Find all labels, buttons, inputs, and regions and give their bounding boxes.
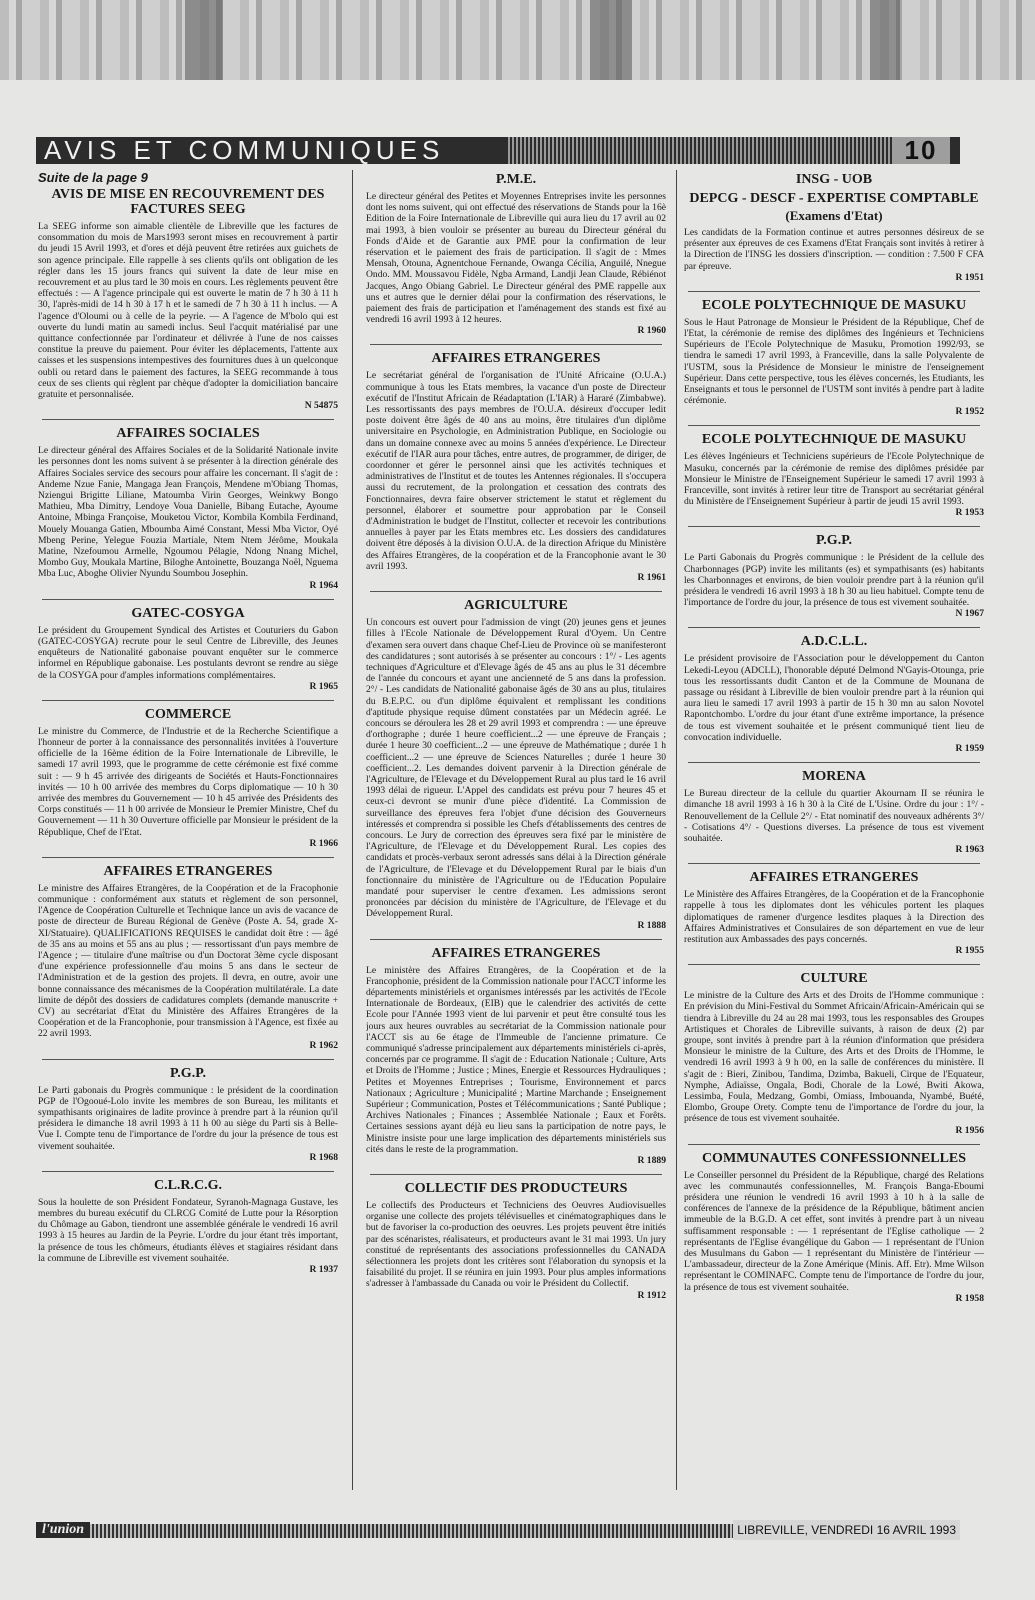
notice-title: MORENA bbox=[802, 769, 866, 785]
separator bbox=[370, 1174, 662, 1175]
notice-body: Le Parti gabonais du Progrès communique : le président de la coordination PGP de l'Ogooué-Lolo invite les membres de son Bureau, les militants et sympathisants originaires de ladite province à prendre part à la réunion qu'il présidera le dimanche 18 avril 1993 à 11 h 00 au siège du Parti sis à Belle-Vue I. Compte tenu de l'importance de l'ordre du jour la présence de tous est vivement souhaitée. bbox=[38, 1084, 338, 1152]
notice-body: Les élèves Ingénieurs et Techniciens supérieurs de l'Ecole Polytechnique de Masuku, concernés par la cérémonie de remise des diplômes présidée par Monsieur le Ministre de l'Enseignement Supérieur le samedi 17 avril 1993 à Franceville, sont invités à retirer leur titre de Transport au secrétariat général du Ministère de l'Enseignement Supérieur à partir de jeudi 15 avril 1993. bbox=[684, 451, 984, 508]
notice-ref: N 54875 bbox=[304, 400, 338, 412]
notice-title: COLLECTIF DES PRODUCTEURS bbox=[404, 1181, 628, 1197]
column-middle bbox=[366, 170, 666, 1490]
separator bbox=[688, 762, 980, 763]
notice-body: Le ministre de la Culture des Arts et des Droits de l'Homme communique : En prévision du Mini-Festival du Sommet Africain/Africain-Américain qui se tiendra à Libreville du 24 au 28 mai 1993, tous les responsables des Groupes Artistiques et Chorales de Libreville suivants, à raison de deux (2) par groupe, sont invités à prendre part à la réunion d'information que présidera Monsieur le ministre de la Culture, des Arts et des Droits de l'Homme, le vendredi 16 avril 1993 à 9 h 00, en la salle de conférences du ministère. Il s'agit de : Bieri, Zinibou, Tandima, Dzimba, Bakueli, Cirque de l'Equateur, Nymphe, Adiaïsse, Ongala, Bodi, Chorale de la Lowé, Bwiti Akowa, Lessimba, Foula, Medzang, Gombi, Omiass, Imbouanda, Nyambé, Buété, Elombo, Groupe Orety. Compte tenu de l'importance de l'ordre du jour, la présence de tous est vivement souhaitée. bbox=[684, 990, 984, 1125]
separator bbox=[688, 964, 980, 965]
notice-body: Le collectifs des Producteurs et Techniciens des Oeuvres Audiovisuelles organise une collecte des projets télévisuelles et cinématographiques dans le but de favoriser la co-production des oeuvres. Les projets peuvent être initiés par des scénaristes, réalisateurs, et producteurs avant le 31 mai 1993. Un jury constitué de représentants des associations professionnelles du CANADA sélectionnera les projets dont les critères sont l'élaboration du synopsis et la faisabilité du projet. Il se réunira en juin 1993. Pour plus amples informations s'adresser à l'ambassade du Canada ou voir le Président du Collectif. bbox=[366, 1200, 666, 1290]
notice-polytechnique-2 bbox=[684, 432, 984, 518]
notice-ref: R 1889 bbox=[637, 1155, 666, 1167]
notice-collectif-producteurs bbox=[366, 1181, 666, 1301]
notice-body: Le ministère des Affaires Etrangères, de la Coopération et de la Francophonie, président de la Commission nationale pour l'ACCT informe les départements ministériels et organismes intéressés par les activités de l'Ecole Internationale de Bordeaux, (EIB) que le calendrier des activités de cette Ecole pour l'Année 1993 vient de lui parvenir et peut être consulté tous les jours aux heures ouvrables au secrétariat de la Commission nationale pour l'ACCT sis au 6e étage de l'Immeuble de l'ancienne primature. Ce communiqué s'adresse principalement aux départements ministériels ci-après, concernés par ce programme. Il s'agit de : Education Nationale ; Culture, Arts et Droits de l'Homme ; Justice ; Mines, Energie et Ressources Hydrauliques ; Petites et Moyennes Entreprises ; Tourisme, Environnement et parcs Nationaux ; Agriculture ; Municipalité ; Martine Marchande ; Enseignement Supérieur ; Communication, Postes et Télécommunications ; Santé Publique ; Archives Nationales ; Finances ; Assemblée Nationale ; Eaux et Forêts. Certaines sessions ayant déjà eu lieu sans la participation de notre pays, le Ministre insiste pour une large implication des départements ministériels sus cités dans le reste de la programmation. bbox=[366, 964, 666, 1155]
notice-affaires-sociales bbox=[38, 426, 338, 590]
scan-smudge bbox=[185, 0, 223, 80]
notice-body: Le Parti Gabonais du Progrès communique : le Président de la cellule des Charbonnages (PGP) invite les militants (es) et sympathisants (es) habitants les Charbonnages et environs, de bien vouloir prendre part à la réunion qu'il présidera le vendredi 16 avril 1993 à 18 h 30 au lieu habituel. Compte tenu de l'importance de l'ordre du jour, la présence de tous est vivement souhaitée. bbox=[684, 552, 984, 609]
notice-culture bbox=[684, 971, 984, 1135]
notice-title: ECOLE POLYTECHNIQUE DE MASUKU bbox=[701, 297, 967, 313]
notice-ref: R 1960 bbox=[637, 325, 666, 337]
notice-title: C.L.R.C.G. bbox=[153, 1177, 223, 1193]
notice-affaires-etrangeres-eib bbox=[366, 946, 666, 1166]
notice-body: Un concours est ouvert pour l'admission de vingt (20) jeunes gens et jeunes filles à l'Ecole Nationale de Développement Rural d'Oyem. Un Centre d'examen sera ouvert dans chaque Chef-Lieu de Province où se manifesteront des candidatures ; sont autorisés à se présenter au concours : 1°/ - Les agents techniques d'Agriculture et d'Elevage âgés de 45 ans au plus le 31 décembre de l'année du concours et ayant une ancienneté de 5 ans dans la profession. 2°/ - Les candidats de Nationalité gabonaise âgés de 30 ans au plus, titulaires du B.E.P.C. ou d'un diplôme équivalent et remplissant les conditions d'aptitude physique requise dûment constatées par un Médecin agréé. Le concours se déroulera les 28 et 29 avril 1993 et comprendra : — une épreuve d'orthographe ; durée 1 heure coefficient...2 — une épreuve de Français ; durée 1 heure 30 coefficient...2 — une épreuve de Mathématique ; durée 1 h coefficient...2 — une épreuve de Sciences Naturelles ; durée 1 heure 30 coefficient...2. Les demandes doivent parvenir à la Direction générale de l'Agriculture, de l'Elevage et du Développement Rural au plus tard le 16 avril 1993 délai de rigueur. L'Appel des candidats est prévu pour 7 heures 45 et ceux-ci devront se munir d'une pièce d'identité. La Commission de surveillance des épreuves fera l'objet d'une décision des Gouverneurs intéressés et comprendra si possible les Chefs d'établissements des centres de concours. Le Jury de correction des épreuves sera fixé par le ministère de l'Agriculture, de l'Elevage et du Développement Rural. Les copies des candidats et procès-verbaux seront adressés sans délai à la Direction générale de l'Agriculture, de l'Elevage et du Développement Rural par le biais d'un fonctionnaire du ministère de l'Agriculture ou de l'Education Populaire mandaté pour superviser le centre d'examen. Les admissions seront prononcées par décision du ministère de l'Agriculture, de l'Elevage et du Développement Rural. bbox=[366, 617, 666, 920]
notice-ref: R 1962 bbox=[309, 1039, 338, 1051]
notice-ref: R 1961 bbox=[637, 572, 666, 584]
notice-body: La SEEG informe son aimable clientèle de Libreville que les factures de consommation du mois de Mars1993 seront mises en recouvrement à partir du jeudi 15 Avril 1993, et d'ores et déjà peuvent être retirées aux guichets de son agence principale. Elle rappelle à ses clients qu'ils ont obligation de les régler dans les 15 jours francs qui suivent la date de leur mise en recouvrement et au plus tard le 30 mois en cours. Les règlements peuvent être effectués : — A l'agence principale qui est ouverte le matin de 7 h 30 à 11 h 30, l'après-midi de 14 h 30 à 17 h et le samedi de 7 h 30 à 11 h inclus. — A l'agence d'Oloumi ou à celle de la peyrie. — A l'agence de M'bolo qui est ouverte du lundi matin au samedi inclus. Seul l'acquit matérialisé par une quittance confectionnée par l'ordinateur et délivrée à l'une de nos caisses constitue la preuve du paiement. Pour éviter les déplacements, l'attente aux caisses et les suspensions intempestives des fournitures dues à un quelconque oubli ou retard dans le paiement des factures, la SEEG recommande à tous ceux de ses clients qui règlent par chèque d'adopter la domiciliation bancaire gratuite et personnalisée. bbox=[38, 221, 338, 401]
notice-body: Le Ministère des Affaires Etrangères, de la Coopération et de la Francophonie rappelle à tous les diplomates dont les véhicules portent les plaques diplomatiques de ramener d'urgence lesdites plaques à la Direction des Affaires Administratives et Consulaires de son département en vue de leur restitution aux Ambassades des pays concernés. bbox=[684, 889, 984, 945]
notice-ref: R 1965 bbox=[309, 680, 338, 692]
header-pattern bbox=[506, 137, 946, 164]
separator bbox=[688, 863, 980, 864]
column-right bbox=[684, 170, 984, 1490]
notice-ref: R 1952 bbox=[955, 406, 984, 418]
notice-ref: R 1937 bbox=[309, 1264, 338, 1276]
separator bbox=[688, 526, 980, 527]
section-title: AVIS ET COMMUNIQUES bbox=[44, 135, 445, 165]
notice-title: A.D.C.L.L. bbox=[800, 634, 868, 650]
separator bbox=[370, 344, 662, 345]
page-footer bbox=[36, 1524, 960, 1538]
notice-body: Le ministre du Commerce, de l'Industrie et de la Recherche Scientifique a l'honneur de porter à la connaissance des personnalités invitées à l'ouverture officielle de la 16ème édition de la Foire Internationale de Libreville, le samedi 17 avril 1993, que le programme de cette cérémonie est fixé comme suit : — 9 h 45 arrivée des dirigeants de Sociétés et Hauts-Fonctionnaires invités — 10 h 00 arrivée des membres du Corps diplomatique — 10 h 30 arrivée des membres du Gouvernement — 10 h 45 arrivée des Présidents des Corps constitués — 11 h 00 arrivée de Monsieur le Premier Ministre, Chef du Gouvernement — 11 h 30 Ouverture officielle par Monsieur le président de la République, Chef de l'Etat. bbox=[38, 725, 338, 838]
notice-communautes bbox=[684, 1151, 984, 1304]
separator bbox=[688, 425, 980, 426]
section-header bbox=[36, 137, 960, 164]
notice-ref: R 1888 bbox=[637, 919, 666, 931]
separator bbox=[688, 627, 980, 628]
notice-title: COMMUNAUTES CONFESSIONNELLES bbox=[701, 1150, 967, 1166]
notice-title: AFFAIRES ETRANGERES bbox=[103, 863, 273, 879]
notice-clrcg bbox=[38, 1178, 338, 1275]
notice-ref: R 1912 bbox=[637, 1289, 666, 1301]
notice-body: Le ministre des Affaires Etrangères, de la Coopération et de la Fracophonie communique : conformément aux statuts et règlement de son personnel, l'Agence de Coopération Culturelle et Technique lance un avis de vacance de poste de directeur de Bureau Régional de Genève (Poste A. 54, grade X-XI/Statuaire). QUALIFICATIONS REQUISES le candidat doit être : — âgé de 35 ans au moins et 55 ans au plus ; — ressortissant d'un pays membre de l'Agence ; — titulaire d'une maîtrise ou d'un Doctorat 3ème cycle disposant d'une expérience professionnelle d'au moins 5 ans dans le secteur de l'Administration et de la gestion des projets. Il devra, en outre, avoir une bonne connaissance des mécanismes de la Coopération multilatérale. La date limite de dépôt des dossiers de cadidatures complets (demande manuscrite + CV) au secrétariat d'Etat du Ministère des Affaires Etrangères de la Coopération et de la Francophonie, pour transmission à l'Agence, est fixée au 22 avril 1993. bbox=[38, 882, 338, 1040]
notice-title: AFFAIRES ETRANGERES bbox=[431, 945, 601, 961]
newspaper-brand: l'union bbox=[36, 1522, 90, 1538]
notice-body: Sous la houlette de son Président Fondateur, Syranoh-Magnaga Gustave, les membres du bureau exécutif du CLRCG Comité de Lutte pour la Résorption du Chômage au Gabon, tiendront une assemblée générale le vendredi 16 avril 1993 à 15 heures au Jardin de la Peyrie. L'ordre du jour étant très important, la présence de tous les chômeurs, étudiants élèves et stagiaires résidant dans la commune de Libreville est vivement souhaitée. bbox=[38, 1196, 338, 1264]
notice-gatec bbox=[38, 606, 338, 692]
notice-body: Les candidats de la Formation continue et autres personnes désireux de se présenter aux épreuves de ces Examens d'Etat Français sont invités à retirer à la Direction de l'INSG les dossiers d'inscription. — condition : 7.500 F CFA par épreuve. bbox=[684, 227, 984, 272]
notice-ref: R 1963 bbox=[955, 844, 984, 856]
notice-pgp-charbonnages bbox=[684, 533, 984, 619]
notice-title: AGRICULTURE bbox=[464, 598, 568, 614]
notice-title: AFFAIRES ETRANGERES bbox=[431, 351, 601, 367]
separator bbox=[42, 419, 334, 420]
scan-margin bbox=[0, 0, 1035, 80]
scan-smudge bbox=[870, 0, 900, 80]
notice-subtitle: (Examens d'Etat) bbox=[785, 208, 883, 223]
notice-affaires-etrangeres-oua bbox=[366, 351, 666, 583]
dateline: LIBREVILLE, VENDREDI 16 AVRIL 1993 bbox=[733, 1520, 960, 1540]
notice-ref: R 1955 bbox=[955, 945, 984, 957]
separator bbox=[42, 857, 334, 858]
notice-ref: R 1966 bbox=[309, 837, 338, 849]
notice-body: Sous le Haut Patronage de Monsieur le Président de la République, Chef de l'Etat, la cérémonie de remise des diplômes des Ingénieurs et Techniciens Supérieurs de l'Ecole Polytechnique de Masuku, Promotion 1992/93, se tiendra le samedi 17 avril 1993, à Franceville, dans la salle Polyvalente de l'USTM, sous la Présidence de Monsieur le ministre de l'enseignement Supérieur. Dans cette perspective, tous les élèves concernés, les Etudiants, les Enseignants et tous le personnel de l'USTM sont invités à pendre part à ladite cérémonie. bbox=[684, 316, 984, 407]
notice-body: Le Conseiller personnel du Président de la République, chargé des Relations avec les communautés confessionnelles, M. François Banga-Eboumi présidera une réunion le vendredi 16 avril 1993 à 10 h à la salle de conférences de l'annexe de la présidence de la République, bâtiment ancien immeuble de la B.G.D. A cet effet, sont invités à prendre part à un niveau suffisamment responsable : — 1 représentant de l'Eglise catholique — 2 représentants de l'Eglise évangélique du Gabon — 1 représentant de l'Union des Musulmans du Gabon — 1 représentant du Ministère de l'intérieur — L'ambassadeur, directeur de la Zone Amérique (Minis. Aff. Etr). Mme Wilson représentant le COMINAFC. Compte tenu de l'importance de l'ordre du jour, la présence de tous est vivement souhaitée. bbox=[684, 1169, 984, 1293]
notice-title: P.M.E. bbox=[495, 172, 537, 187]
notice-body: Le directeur général des Petites et Moyennes Entreprises invite les personnes dont les noms suivent, qui ont effectué des réservations de Stands pour la 16è Edition de la Foire Internationale de Libreville qui aura lieu du 17 avril au 02 mai 1993, à bien vouloir se présenter au bureau du Directeur général du Fonds d'Aide et de Garantie aux PME pour la confirmation de leur réservation et le paiement des frais de participation. Il s'agit de : Mmes Mensah, Otouna, Agnentchoue Fernande, Owanga Cécilia, Anguilé, Nnegue Ondo. MM. Moussavou Fidèle, Ngba Armand, Landji Jean Claude, Rébiénot Jacques, Ango Obiang Gabriel. Le Directeur général des PME rappelle aux uns et autres que le dernier délai pour la confirmation des réservations, le paiement des frais de participation et l'aménagement des stands est fixé au vendredi 16 avril 1993 à 12 heures. bbox=[366, 191, 666, 326]
notice-title: AFFAIRES SOCIALES bbox=[116, 426, 260, 442]
notice-title: GATEC-COSYGA bbox=[131, 605, 245, 621]
notice-title: AFFAIRES ETRANGERES bbox=[749, 870, 919, 886]
notice-ref: R 1958 bbox=[955, 1292, 984, 1304]
notice-ref: R 1968 bbox=[309, 1151, 338, 1163]
notice-morena bbox=[684, 769, 984, 855]
notice-adcll bbox=[684, 634, 984, 754]
scan-smudge bbox=[590, 0, 632, 80]
notice-ref: N 1967 bbox=[955, 608, 984, 620]
notice-pgp-ogooue bbox=[38, 1066, 338, 1163]
separator bbox=[688, 291, 980, 292]
notice-affaires-etrangeres-acct bbox=[38, 864, 338, 1051]
separator bbox=[42, 1059, 334, 1060]
notice-title: ECOLE POLYTECHNIQUE DE MASUKU bbox=[701, 432, 967, 448]
notice-polytechnique-1 bbox=[684, 298, 984, 418]
notice-body: Le secrétariat général de l'organisation de l'Unité Africaine (O.U.A.) communique à tous les Etats membres, la vacance d'un poste de Directeur exécutif de l'Institut Africain de Réadaptation (L'IAR) à Hararé (Zimbabwe). Les ressortissants des pays membres de l'O.U.A. désireux d'occuper ledit poste doivent être âgés de 40 ans au moins, être titulaires d'un diplôme universitaire en Psychologie, en Administration Publique, en Sociologie ou dans un domaine connexe avec au moins 5 années d'expérience. Le Directeur exécutif de l'IAR aura pour tâches, entre autres, de programmer, de diriger, de coordonner et gérer le personnel ainsi que les activités techniques et administratives de l'Institut et de toutes les Antennes régionales. Il s'occupera aussi du recrutement, de la prolongation et cessation des contrats des Fonctionnaires, devra faire observer strictement le statut et règlement du personnel, élaborer et soumettre pour approbation par le Conseil d'Administration le budget de l'Institut, collecter et recevoir les contributions annuelles à payer par les Etats membres etc. Les dossiers des candidatures doivent être déposés à la division O.U.A. de la direction Afrique du Ministère des Affaires Etrangères, de la coopération et de la Francophonie avant le 30 avril 1993. bbox=[366, 370, 666, 572]
notice-ref: R 1951 bbox=[955, 271, 984, 283]
notice-ref: R 1953 bbox=[955, 507, 984, 519]
column-left bbox=[38, 170, 338, 1490]
page-number: 10 bbox=[892, 137, 950, 164]
notice-body: Le directeur général des Affaires Sociales et de la Solidarité Nationale invite les personnes dont les noms suivent à se présenter à la direction générale des Affaires Sociales service des secours pour affaire les concernant. Il s'agit de : Andeme Nzue Fanie, Mangaga Jean François, Mendene m'Obiang Thomas, Nziengui Brigitte Liliane, Matoumba Virin Georges, Weinkwy Bongo Mathieu, Mba Dimitry, Lendoye Voua Danielle, Bibang Eutache, Ayoume Antoine, Mbinga Françoise, Mouketou Victor, Kombila Kombila Ferdinand, Mouely Mouanga Gatien, Mboumba Aimé Constant, Messi Mba Victor, Oyé Mbeng Perine, Yelegue Fouzia Martiale, Ntem Ntem Jérôme, Moukala Matine, Nzefoumou Armelle, Ngoumou Pélagie, Ndong Nnang Michel, Mombo Guy, Moukala Martine, Biloghe Antoinette, Bouzanga Noël, Nguema Mba Luc, Aboghe Olivier Nyundu Soumbou Josephin. bbox=[38, 445, 338, 580]
notice-title: CULTURE bbox=[800, 971, 868, 987]
notice-body: Le Bureau directeur de la cellule du quartier Akournam II se réunira le dimanche 18 avril 1993 à 16 h 30 à la Cité de L'Usine. Ordre du jour : 1°/ - Renouvellement de la Cellule 2°/ - Etat nominatif des nouveaux adhérents 3°/ - Cotisations 4°/ - Questions diverses. La présence de tous est vivement souhaitée. bbox=[684, 788, 984, 844]
notice-body: Le président du Groupement Syndical des Artistes et Couturiers du Gabon (GATEC-COSYGA) recrute pour le seul Centre de Libreville, des Jeunes enquêteurs de Nationalité gabonaise pouvant enquêter sur le commerce informel en République gabonaise. Les postulants devront se rendre au siège de la COSYGA pour d'amples informations complémentaires. bbox=[38, 624, 338, 681]
separator bbox=[42, 1171, 334, 1172]
separator bbox=[370, 591, 662, 592]
column-rule bbox=[352, 170, 353, 1490]
notice-body: Le président provisoire de l'Association pour le développement du Canton Lekedi-Leyou (ADCLL), l'honorable député Delmond N'Gayis-Otounga, prie tous les ressortissants dudit Canton et de la Commune de Mounana de passage ou résidant à Libreville de bien vouloir prendre part à la réunion qui aura lieu le samedi 17 avril 1993 à partir de 15 h 30 mn au salon Novotel Rapontchombo. L'ordre du jour étant d'une extrême importance, la présence de tous est vivement souhaitée et le présent communiqué tient lieu de convocation individuelle. bbox=[684, 653, 984, 743]
notice-ref: R 1964 bbox=[309, 579, 338, 591]
notice-ref: R 1959 bbox=[955, 743, 984, 755]
notice-insg bbox=[684, 172, 984, 283]
notice-seeg bbox=[38, 187, 338, 411]
separator bbox=[42, 700, 334, 701]
notice-pme bbox=[366, 172, 666, 336]
notice-affaires-etrangeres-plaques bbox=[684, 870, 984, 956]
notice-title: P.G.P. bbox=[816, 533, 852, 549]
notice-title: AVIS DE MISE EN RECOUVREMENT DES FACTURES SEEG bbox=[51, 187, 325, 217]
notice-title: INSG - UOB bbox=[795, 172, 873, 187]
separator bbox=[370, 939, 662, 940]
notice-title: COMMERCE bbox=[144, 706, 232, 722]
separator bbox=[42, 599, 334, 600]
notice-title: P.G.P. bbox=[170, 1065, 206, 1081]
notice-agriculture bbox=[366, 598, 666, 930]
notice-subtitle: DEPCG - DESCF - EXPERTISE COMPTABLE bbox=[689, 191, 979, 206]
notice-ref: R 1956 bbox=[955, 1124, 984, 1136]
continuation-kicker: Suite de la page 9 bbox=[38, 170, 148, 185]
column-rule bbox=[676, 170, 677, 1490]
notice-commerce bbox=[38, 707, 338, 849]
separator bbox=[688, 1144, 980, 1145]
